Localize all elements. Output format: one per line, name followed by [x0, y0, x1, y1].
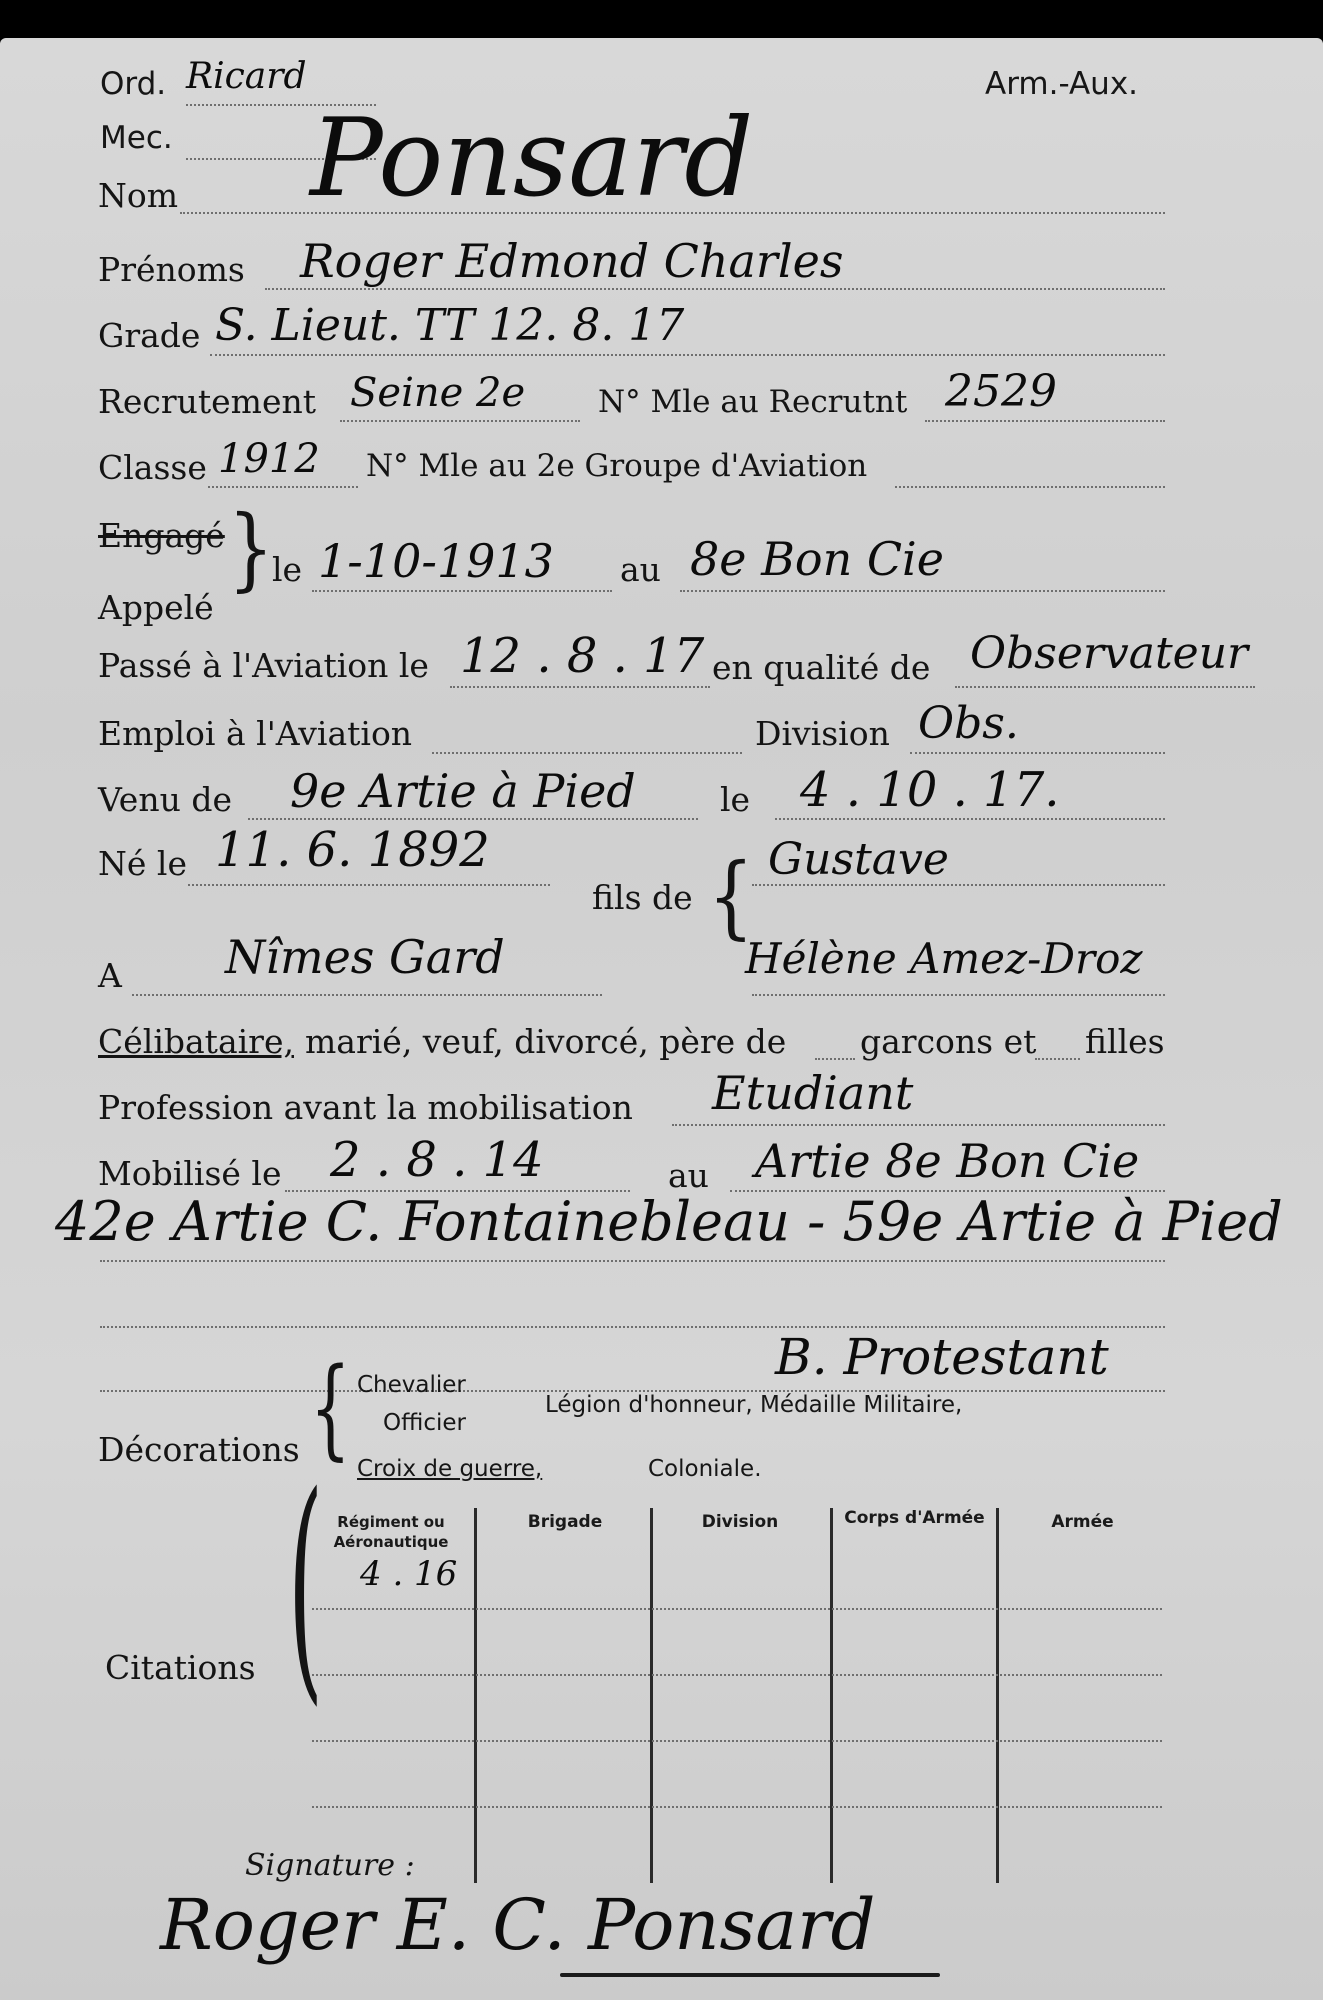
venu-label: Venu de: [98, 780, 232, 819]
le-line: [312, 590, 612, 592]
mere-value: Hélène Amez-Droz: [745, 934, 1143, 983]
citation-row-3: [312, 1740, 1162, 1742]
decorations-brace: {: [310, 1347, 351, 1473]
coloniale-label: Coloniale.: [648, 1456, 762, 1482]
mobilise-label: Mobilisé le: [98, 1154, 282, 1193]
au-line: [680, 590, 1165, 592]
no-groupe-line: [895, 486, 1165, 488]
venu-le-line: [775, 818, 1165, 820]
col-divider-4: [996, 1508, 999, 1883]
croix-label: Croix de guerre,: [357, 1456, 543, 1482]
nom-label: Nom: [98, 176, 179, 215]
signature-flourish: [560, 1973, 940, 1977]
passe-line: [450, 686, 710, 688]
garcons-line: [815, 1058, 855, 1060]
col-division: Division: [701, 1512, 779, 1532]
officier-label: Officier: [383, 1410, 466, 1436]
a-label: A: [98, 956, 122, 995]
citation-row-1: [312, 1608, 1162, 1610]
venu-value: 9e Artie à Pied: [290, 764, 636, 818]
filles-label: filles: [1085, 1022, 1165, 1061]
citation-entry: 4 . 16: [360, 1554, 458, 1594]
recrutement-label: Recrutement: [98, 382, 317, 421]
mobilise-au-label: au: [668, 1156, 709, 1195]
citations-brace: (: [288, 1444, 324, 1729]
prenoms-label: Prénoms: [98, 250, 245, 289]
arm-aux-label: Arm.-Aux.: [985, 66, 1139, 102]
recrutement-line: [340, 420, 580, 422]
brace-left: {: [708, 843, 754, 949]
venu-le-label: le: [720, 780, 751, 819]
no-recrut-value: 2529: [945, 366, 1057, 417]
passe-label: Passé à l'Aviation le: [98, 646, 429, 685]
col-regiment: Régiment ou Aéronautique: [333, 1513, 449, 1551]
pere-line: [752, 884, 1165, 886]
qualite-value: Observateur: [970, 628, 1249, 679]
chevalier-label: Chevalier: [357, 1372, 466, 1398]
profession-value: Etudiant: [712, 1066, 914, 1120]
mobilise-au-value: Artie 8e Bon Cie: [755, 1134, 1140, 1188]
garcons-label: garcons et: [860, 1022, 1037, 1061]
ne-line: [188, 884, 550, 886]
ne-label: Né le: [98, 844, 187, 883]
classe-value: 1912: [218, 436, 320, 482]
pere-value: Gustave: [768, 834, 949, 885]
grade-label: Grade: [98, 316, 201, 355]
passe-value: 12 . 8 . 17: [460, 628, 705, 684]
grade-value: S. Lieut. TT 12. 8. 17: [215, 300, 685, 351]
no-recrut-label: N° Mle au Recrutnt: [598, 384, 908, 420]
recrutement-value: Seine 2e: [350, 370, 526, 416]
qualite-line: [955, 686, 1255, 688]
etat-options: marié, veuf, divorcé, père de: [305, 1022, 787, 1061]
no-groupe-label: N° Mle au 2e Groupe d'Aviation: [366, 448, 868, 484]
brace-right: }: [228, 495, 274, 601]
emploi-line: [432, 752, 742, 754]
no-recrut-line: [925, 420, 1165, 422]
venu-le-value: 4 . 10 . 17.: [800, 762, 1060, 818]
decorations-label: Décorations: [98, 1430, 300, 1469]
mere-line: [752, 994, 1165, 996]
col-divider-3: [830, 1508, 833, 1883]
le-value: 1-10-1913: [318, 534, 554, 588]
qualite-label: en qualité de: [712, 648, 931, 687]
classe-label: Classe: [98, 448, 207, 487]
classe-line: [208, 486, 358, 488]
ord-value: Ricard: [186, 56, 307, 97]
fils-de-label: fils de: [592, 878, 693, 917]
le-label: le: [272, 550, 303, 589]
filles-line: [1035, 1058, 1080, 1060]
appele-label: Appelé: [98, 588, 214, 627]
grade-line: [210, 354, 1165, 356]
signature-label: Signature :: [245, 1848, 415, 1883]
citations-label: Citations: [105, 1648, 256, 1687]
a-line: [132, 994, 602, 996]
col-divider-2: [650, 1508, 653, 1883]
legion-label: Légion d'honneur, Médaille Militaire,: [545, 1392, 963, 1418]
emploi-label: Emploi à l'Aviation: [98, 714, 413, 753]
engage-label: Engagé: [98, 516, 225, 555]
division-label: Division: [755, 714, 890, 753]
au-label: au: [620, 550, 661, 589]
a-value: Nîmes Gard: [225, 930, 505, 984]
religion-value: B. Protestant: [775, 1328, 1109, 1386]
citation-row-4: [312, 1806, 1162, 1808]
profession-line: [672, 1124, 1165, 1126]
signature-value: Roger E. C. Ponsard: [160, 1884, 876, 1966]
nom-value: Ponsard: [310, 96, 754, 221]
profession-label: Profession avant la mobilisation: [98, 1088, 633, 1127]
venu-line: [248, 818, 698, 820]
col-divider-1: [474, 1508, 477, 1883]
service-line-2: 42e Artie C. Fontainebleau - 59e Artie à Pied: [55, 1190, 1283, 1253]
col-brigade: Brigade: [527, 1512, 603, 1532]
etat-celibataire: Célibataire,: [98, 1022, 294, 1061]
nom-line: [180, 212, 1165, 214]
registration-card: [0, 38, 1323, 2000]
mec-label: Mec.: [100, 120, 173, 156]
division-value: Obs.: [918, 698, 1019, 749]
citation-row-2: [312, 1674, 1162, 1676]
au-value: 8e Bon Cie: [690, 532, 944, 586]
col-armee: Armée: [1051, 1512, 1114, 1532]
ord-label: Ord.: [100, 66, 167, 102]
col-corps: Corps d'Armée: [844, 1508, 985, 1528]
division-line: [910, 752, 1165, 754]
prenoms-value: Roger Edmond Charles: [300, 234, 844, 288]
prenoms-line: [265, 288, 1165, 290]
mobilise-value: 2 . 8 . 14: [330, 1132, 544, 1188]
ne-value: 11. 6. 1892: [215, 822, 490, 878]
service-line-2-rule: [100, 1260, 1165, 1262]
